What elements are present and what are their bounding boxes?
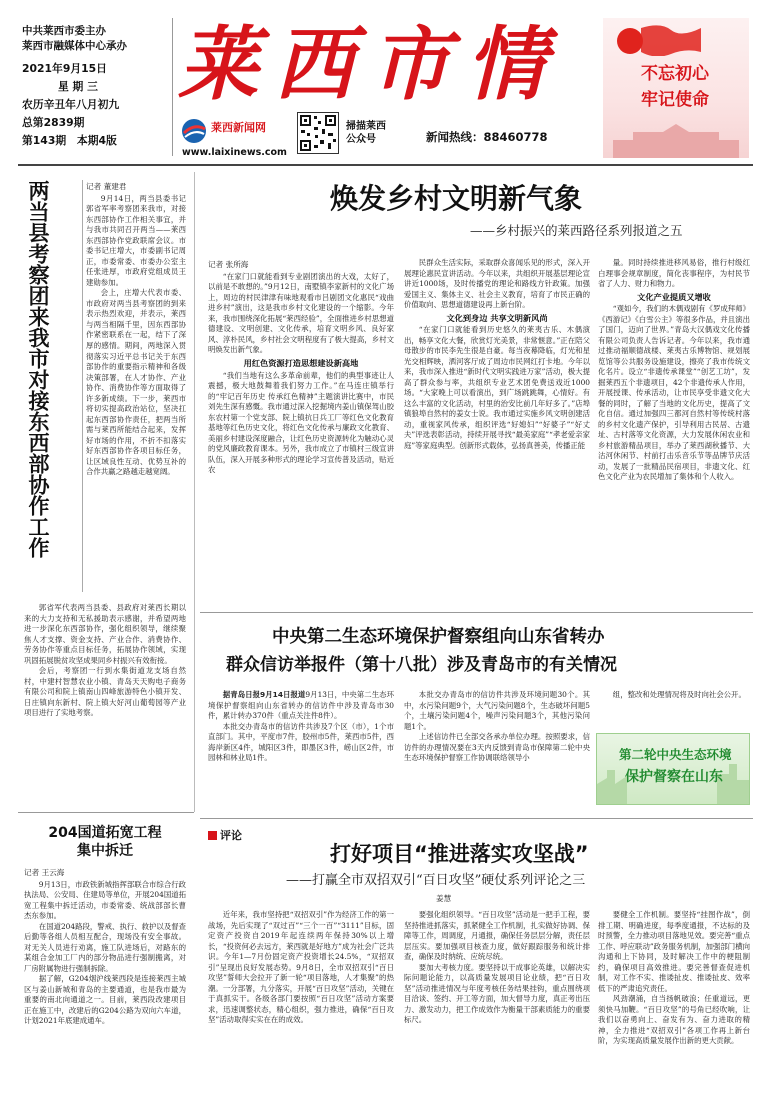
article4-headline — [24, 824, 186, 860]
article1-headline: 两当县考察团来我市对接东西部协作工作 — [26, 180, 50, 558]
org-line-2: 莱西市融媒体中心承办 — [22, 40, 127, 52]
masthead-date-block — [22, 60, 172, 150]
article2-col3 — [598, 258, 750, 483]
newspaper-title: 莱西市情 — [178, 18, 562, 110]
article3-col1 — [208, 690, 394, 764]
article1-paragraph: 9月14日，两当县委书记郭省军率考察团来我市，对接东西部协作工作相关事宜，并与我市共同召开两当——莱西东西部协作党政联席会议。市委书记庄增大，市委副书记周正，市委常委、市委办公室主任张进厚，市政府党组成员王建勋参加。 — [86, 193, 186, 287]
article5-paragraph: 要加大考核力度。要坚持以干成事论英雄，以解决实际问题论能力，以高质量发展项目论业绩，把“百日攻坚”活动推进情况与年度考核任务结果挂钩，重点围绕项目洽谈、签约、开工等方面，加大督导力度，真正考出压力、激发动力，把工作成效作为衡量干部素质能力的重要标尺。 — [404, 962, 590, 1025]
section-tag-marker-icon — [208, 831, 217, 840]
article3-col2 — [404, 690, 590, 764]
qr-label-line1: 掃描莱西 — [346, 121, 386, 132]
article4-headline-2: 集中拆迁 — [77, 843, 133, 859]
article5-paragraph: 要健全工作机制。要坚持“挂图作战”，倒排工期、明确进度，每季度通报，不达标的及时预警，全力推动项目落地见效。要完善“重点工作、呼应联动”政务服务机制，加强部门横向沟通和上下协同，及时解决工作中的梗阻制约，确保项目高效推进。要完善督查促进机制，对工作不实、推诿扯皮、推诿扯皮、效率低下的严肃追究责任。 — [598, 910, 750, 993]
inspection-badge — [596, 733, 750, 805]
hotline — [426, 129, 548, 145]
article1-paragraph: 郭省军代表两当县委、县政府对莱西长期以来的大力支持和无私援助表示感谢，并希望两地进一步深化东西部协作，强化组织领导，继续聚焦人才支撑、资金支持、产业合作、消费协作、劳务协作等重点目标任务，拓展协作领域，实现巩固拓展脱贫攻坚成果同乡村振兴有效衔接。 — [24, 603, 186, 665]
article2-paragraph: “我们当地有这么多革命前辈，他们的典型事迹让人震撼，极大地鼓舞着我们努力工作。”在马连庄镇举行的“牢记百年历史 传承红色精神”主题演讲比赛中，市民刘先生深有感慨。我市通过深入挖掘境内姜山镇保驾山胶东农村第一个党支部、院上镇抗日兵工厂等红色文化教育基地等红色历史文化，将红色文化传承与廉政文化教育、美丽乡村建设深度融合，让红色历史资源转化为触动心灵的党风廉政教育课本。另外，我市成立了市镇村三级宣讲队伍，深入开展多种形式的理论学习宣传普及活动，贴近农 — [208, 370, 394, 475]
issue-weekday: 星 期 三 — [58, 80, 98, 93]
article3-headline-1: 中央第二生态环境保护督察组向山东省转办 — [272, 627, 605, 647]
hotline-number: 88460778 — [483, 130, 548, 144]
article5-paragraph: 要强化组织领导。“百日攻坚”活动是一把手工程，要坚持推进抓落实，抓紧健全工作机制，扎实做好协调、保障等工作，周调度，月通报，确保任务层层分解，责任层层压实。要加强项目核查力度，做好跟踪服务和统计排查，确保及时纳统、应统尽统。 — [404, 910, 590, 962]
site-logo-icon — [180, 117, 208, 145]
slogan-line-2: 牢记使命 — [641, 90, 709, 110]
lunar-date: 农历辛丑年八月初九 — [22, 98, 120, 111]
issue-date: 2021年9月15日 — [22, 62, 107, 75]
section-tag-label: 评论 — [220, 829, 242, 842]
article4-reporter: 记者 王云海 — [24, 868, 65, 877]
article3-paragraph: 组，整改和处理情况将及时向社会公开。 — [612, 690, 746, 699]
qr-label — [346, 120, 386, 146]
article3-paragraph: 9月13日，中央第二生态环境保护督察组向山东省转办的信访件中涉及青岛市30件，累计转办370件（重点关注件8件）。 — [208, 690, 394, 721]
badge-line-2: 保护督察在山东 — [625, 769, 723, 785]
article2-subhead: 用红色资源打造思想建设新高地 — [243, 357, 359, 368]
article4-paragraph: 9月13日，市政铁新城指挥部联合市综合行政执法局、公安局、住建局等单位，开展204国道拓宽工程集中拆迁活动，市委常委、统战部部长曹杰东参加。 — [24, 879, 186, 921]
article2-subhead: 文化到身边 共享文明新风尚 — [446, 312, 548, 323]
article5-col1 — [208, 910, 394, 1026]
article4-paragraph: 在国道204路段，警戒、执行、救护以及督查后勤等各组人员相互配合，现场没有安全事故。对无关人员进行劝离，施工队进场后，对路东的某组合金加工厂内的部分物品进行强制搬离，对厂房附属物进行强制拆除。 — [24, 921, 186, 973]
qr-code-icon — [297, 112, 339, 154]
hotline-label: 新闻热线： — [426, 130, 484, 144]
issue-number: 第143期 本期4版 — [22, 134, 117, 147]
org-line-1: 中共莱西市委主办 — [22, 25, 106, 37]
article3-col3 — [598, 690, 750, 701]
left-column-divider — [194, 172, 195, 812]
flag-icon — [641, 22, 701, 56]
issue-total: 总第2839期 — [22, 116, 85, 129]
article5-col3 — [598, 910, 750, 1047]
article2-paragraph: “在家门口就能看到历史悠久的莱夷古乐、木偶演出，畅享文化大餐，欣赏灯光美景，非常惬意。”正在陪父母散步的市民李先生很是自豪。每当夜幕降临，灯光和星光交相辉映，洒河客厅成了周边市民网红打卡地。今年以来，我市深入推进“新时代文明实践进万家”活动，极大提高了群众参与率，共组织专业艺术团免费送戏近1000场。“大家晚上可以看演出，到广场跳跳舞，心情好。有这么丰富的文化活动，村里的治安比前几年好多了。”店埠镇狼埠自然村的姜女士说。我市通过实施乡风文明创建活动，重视家风传承，组织评选“好媳妇”“好婆子”“好丈夫”评选表彰活动，持续开展寻找“最美家庭”“孝老爱亲家庭”等家庭典型。创新形式载体，弘扬真善美，传播正能 — [404, 325, 590, 450]
article2-subhead: 文化产业提质又增收 — [637, 291, 711, 302]
article2-paragraph: “在家门口就能看到专业剧团演出的大戏，太好了，以前是不敢想的。”9月12日，南墅镇李家新村的文化广场上，周边的村民津津有味地观看市吕剧团文化惠民“戏曲进乡村”演出，这是我市乡村文化建设的一个缩影。今年来，我市围绕深化拓展“莱西经验”，全面推进乡村思想道德建设、文明创建、文化传承，培育文明乡风、良好家风、淳朴民风，乡村社会文明程度有了极大提高，乡村文明焕发出新气象。 — [208, 271, 394, 355]
masthead-org — [22, 24, 172, 54]
article2-paragraph: 民群众生活实际，采取群众喜闻乐见的形式，深入开展理论惠民宣讲活动。今年以来，共组织开展基层理论宣讲近1000场，及时传播党的理论和路线方针政策。加强爱国主义、集体主义、社会主义教育，培育了市民正确的价值取向、思想道德建设再上新台阶。 — [404, 258, 590, 310]
slogan-line-1: 不忘初心 — [641, 64, 709, 84]
article3-paragraph: 本批交办青岛市的信访件共涉及环境问题30个。其中，水污染问题9个，大气污染问题8个，生态破坏问题5个，土壤污染问题4个，噪声污染问题3个，其他污染问题1个。 — [404, 690, 590, 731]
article5-author: 姜慧 — [436, 894, 452, 903]
site-name: 莱西新闻网 — [211, 121, 266, 134]
article5-paragraph: 近年来，我市坚持把“双招双引”作为经济工作的第一战场，先后实现了“双过百”“三个一百”“3111”目标，固定资产投资自2019年起连续两年保持30%以上增长，“投资何必去远方，莱西就是好地方”成为社会广泛共识。今年1—7月份固定资产投资增长24.5%，“双招双引”呈现出良好发展态势。9月8日，全市双招双引“百日攻坚”誓师大会拉开了新一轮“项目落地，人才集聚”的热潮。一分部署，九分落实，开展“百日攻坚”活动，关键在于真抓实干。各级各部门要按照“百日攻坚”活动方案要求，迅速调整状态，精心组织，强力推进，确保“百日攻坚”活动取得实实在在的成效。 — [208, 910, 394, 1025]
article5-paragraph: 风劲潮涌，自当扬帆破浪；任重道远，更须快马加鞭。“百日攻坚”的号角已经吹响，让我们以奋勇向上、奋发有为、奋力进取的精神，全力推进“双招双引”各项工作再上新台阶，为实现高质量发展作出新的更大贡献。 — [598, 994, 750, 1046]
article1-paragraph: 会后，考察团一行到水集街道龙支场自然村，中建村智慧农业小镇、青岛天天购电子商务有限公司和院上镇南山四峰旅游特色小镇开发、日庄镇向东新村、院上镇大好河山葡萄园等产业项目进行了实地考察。 — [24, 666, 186, 718]
article4-paragraph: 据了解，G204烟沪线莱西段是连接莱西主城区与姜山新城和青岛的主要通道，也是我市最为重要的南北向通道之一。目前，莱西段改建项目正在施工中，改建后的G204公路为双向六车道，计划2021年底建成通车。 — [24, 974, 186, 1026]
section-divider-2 — [18, 812, 194, 813]
article5-headline: 打好项目“推进落实攻坚战” — [330, 842, 589, 866]
article4-headline-1: 204国道拓宽工程 — [48, 825, 162, 841]
party-emblem-icon — [617, 28, 643, 54]
article2-subheadline: ——乡村振兴的莱西路径系列报道之五 — [470, 223, 683, 238]
article5-col2 — [404, 910, 590, 1026]
article3-paragraph: 上述信访件已全部交各承办单位办理。按照要求，信访件的办理情况要在3天内反馈到青岛市保障第二轮中央生态环境保护督察工作协调联络领导小 — [404, 732, 590, 763]
article1-paragraph: 会上，庄增大代表市委、市政府对两当县考察团的到来表示热烈欢迎，并表示，莱西与两当相隔千里，因东西部协作紧密联系在一起，结下了深厚的感情。期间，两地深入贯彻落实习近平总书记关于东西部协作的重要指示精神和各级决策部署，在人才协作、产业协作、消费协作等方面取得了许多新成绩。下一步，莱西市将切实提高政治站位，坚决扛起东西部协作责任，把两当所需与莱西所能结合起来，发挥好市场的作用，不折不扣落实好东西部协作各项目标任务，让区域良性互动、优势互补的合作共赢之路越走越宽阔。 — [86, 288, 186, 477]
article5-subheadline: ——打赢全市双招双引“百日攻坚”硬仗系列评论之三 — [286, 873, 586, 888]
masthead-rule — [18, 164, 753, 166]
article1-top-body — [86, 182, 186, 478]
article2-col1 — [208, 260, 394, 476]
slogan-banner — [603, 18, 749, 158]
article2-headline: 焕发乡村文明新气象 — [330, 182, 583, 215]
article2-reporter: 记者 张所海 — [208, 260, 249, 269]
masthead-divider — [172, 18, 173, 156]
section-divider-3 — [200, 818, 753, 819]
tiananmen-icon — [603, 118, 749, 158]
article1-headline-rule — [82, 180, 83, 592]
article4-body — [24, 868, 186, 1027]
article3-headline-2: 群众信访举报件（第十八批）涉及青岛市的有关情况 — [226, 655, 617, 675]
qr-label-line2: 公众号 — [346, 134, 376, 145]
article3-lead: 据青岛日报9月14日报道 — [222, 690, 306, 699]
article1-reporter: 记者 董建君 — [86, 182, 127, 191]
section-tag — [208, 828, 242, 844]
badge-line-1: 第二轮中央生态环境 — [619, 747, 732, 762]
article1-bottom-body — [24, 603, 186, 719]
site-url[interactable]: www.laixinews.com — [182, 147, 287, 158]
article3-paragraph: 本批交办青岛市的信访件共涉及7个区（市），1个市直部门。其中，平度市7件，胶州市5件，莱西市5件，西海岸新区4件，城阳区3件，即墨区3件，崂山区2件，市园林和林业局1件。 — [208, 721, 394, 763]
article2-paragraph: 量。同时持续推进移风易俗，推行村级红白理事会规章制度，简化丧事程序，为村民节省了人力、财力和物力。 — [598, 258, 750, 289]
article2-col2 — [404, 258, 590, 451]
article2-paragraph: “观如今，我们的木偶戏剧有《罗成拜师》《西游记》《白雪公主》等很多作品，并且演出了国门，迈向了世界。”青岛大汉偶戏文化传播有限公司负责人告诉记者。今年以来，我市通过推动福顺德战楼、莱夷古乐博物馆、规划展览馆等公共服务设施建设，擦亮了我市传统文化名片。设立“非遗传承课堂”“创艺工坊”，发掘莱西五个非遗项目，42个非遗传承人作用，开展授课、传承活动，让市民享受非遗文化大餐的同时，了解了当地的文化历史，提高了文化自信。通过加强四三都河自然村等传统村落的乡村文化遗产保护，引导利用古民居、古遗址、古村落等文化资源，大力发展休闲农业和乡村旅游精品项目，举办了莱西湖秋播节、大沽河休闲节、村前打击乐音乐节等品牌节庆活动，发展了一批精品民宿项目，非遗文化、红色文化产业为农民增加了集体和个人收入。 — [598, 304, 750, 482]
section-divider-1 — [200, 612, 753, 613]
